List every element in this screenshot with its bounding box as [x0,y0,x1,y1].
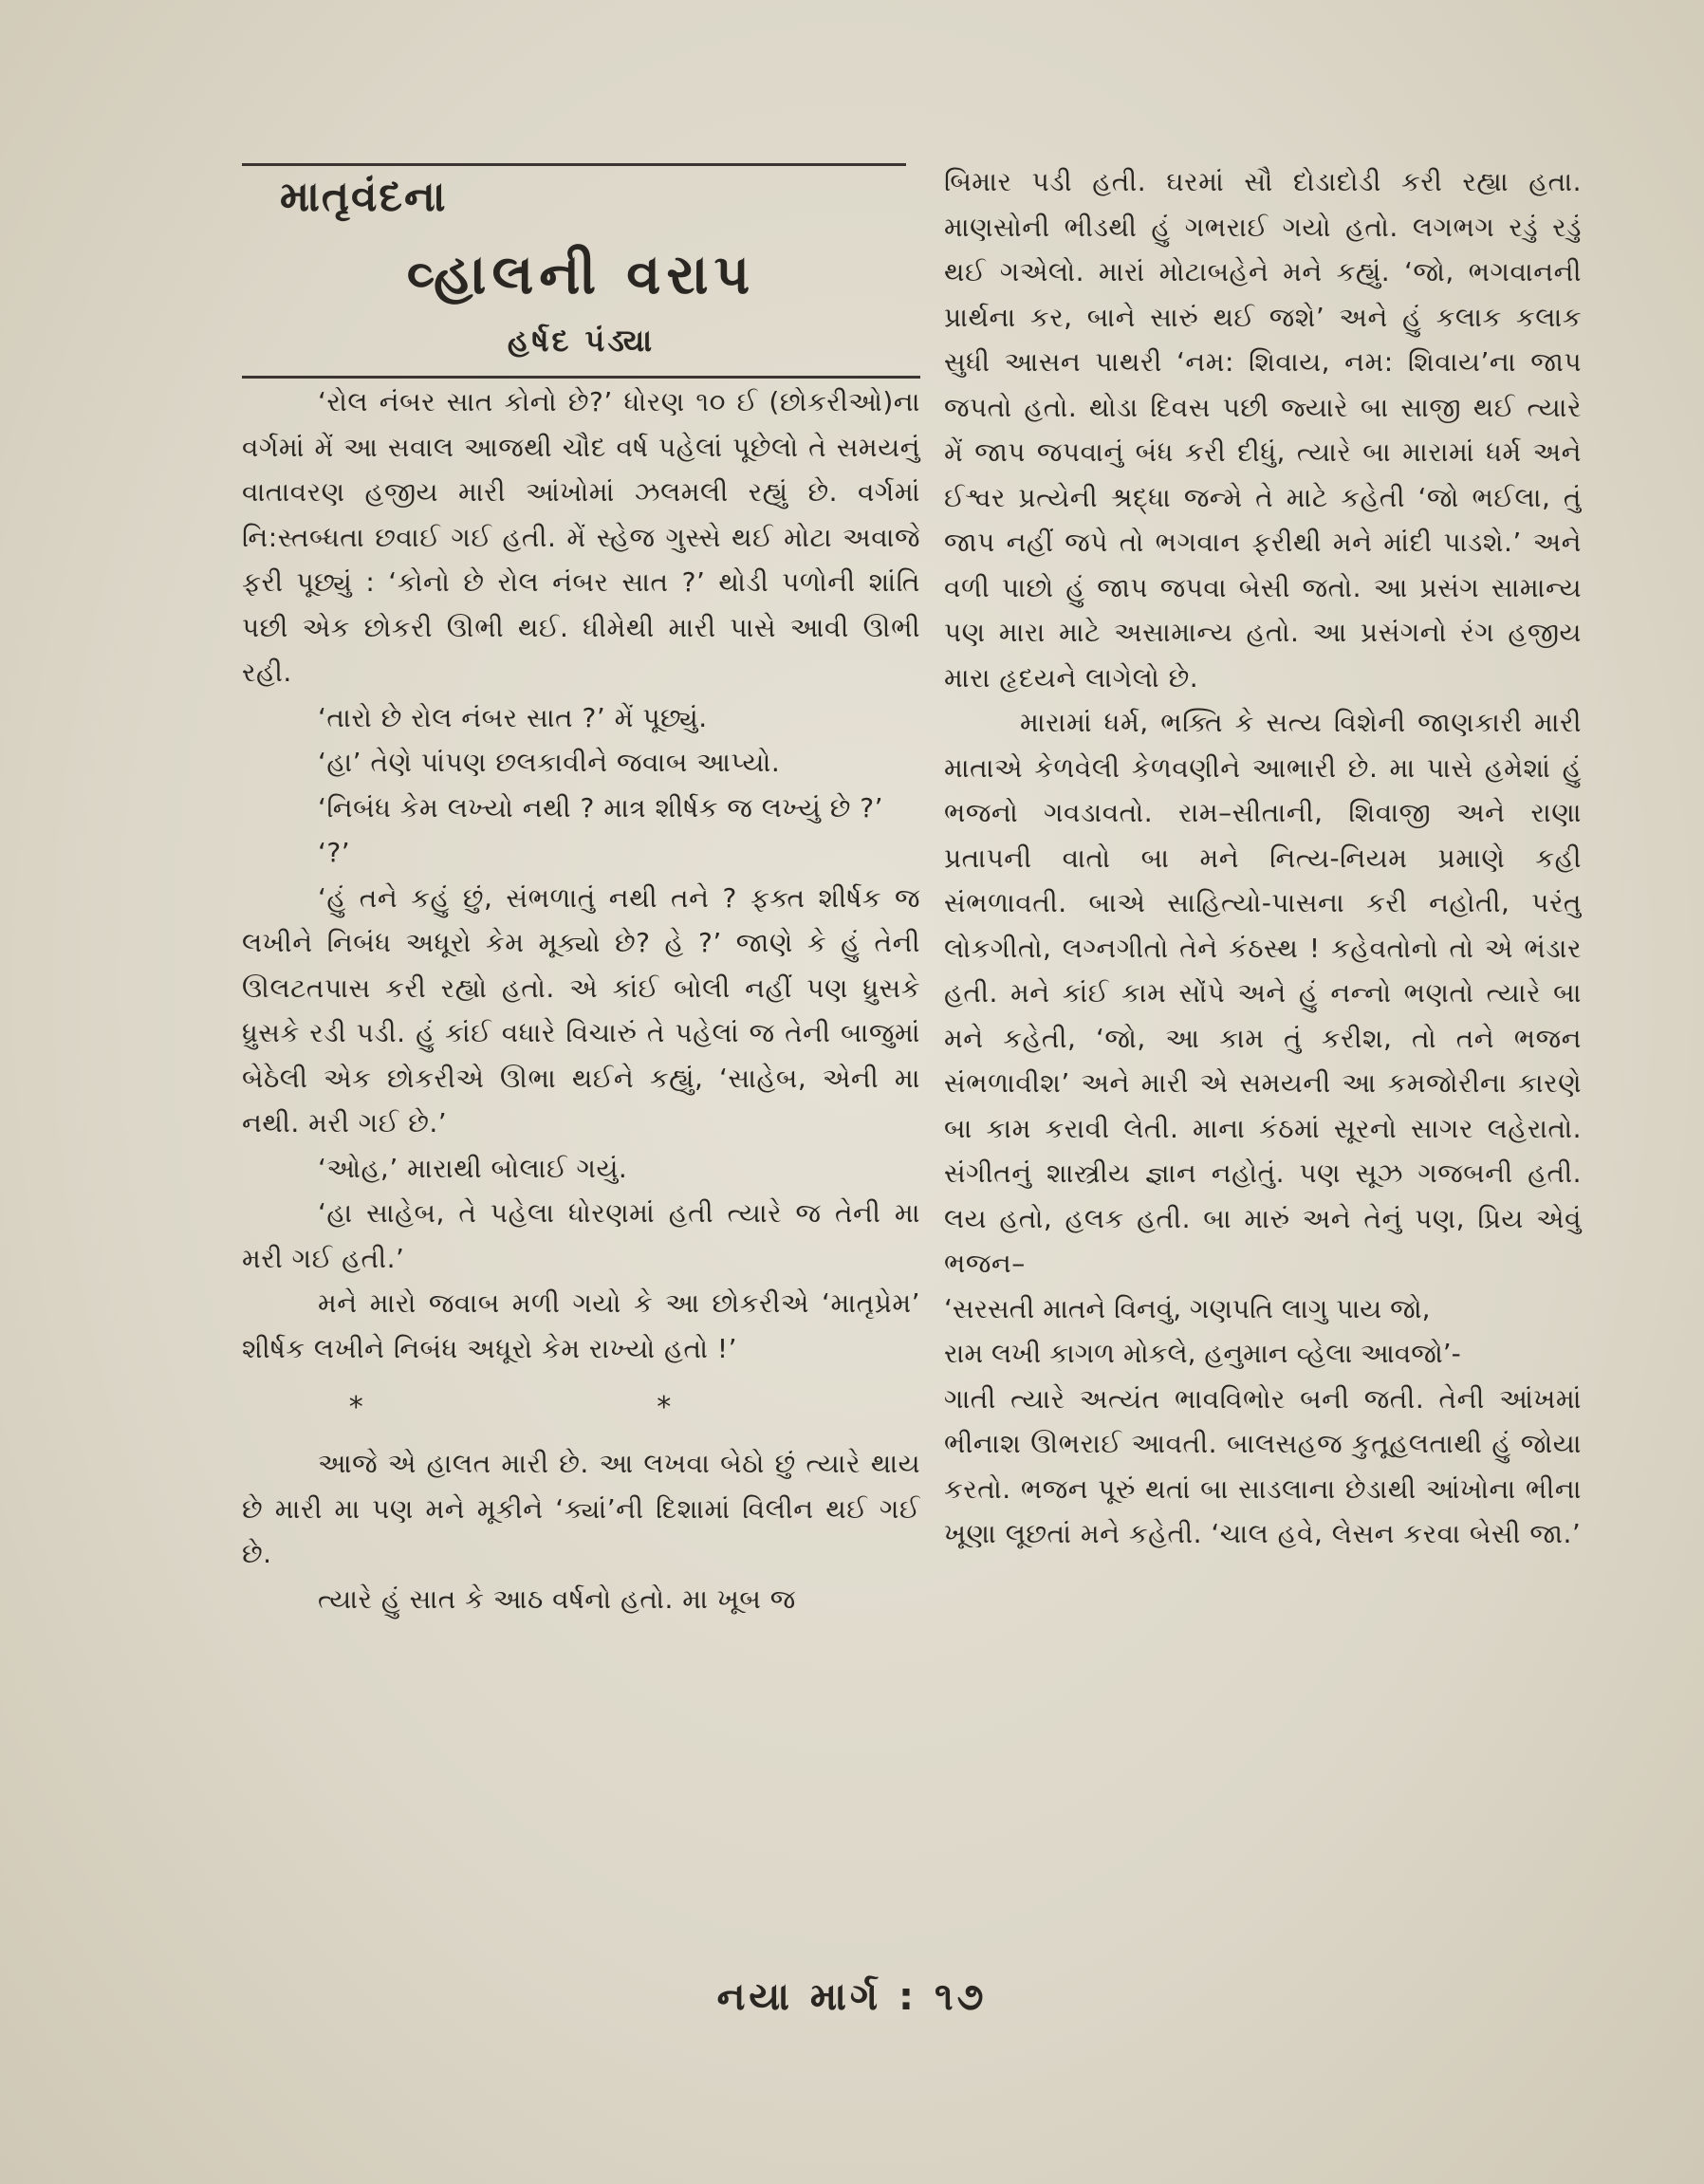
page-footer: નયા માર્ગ : ૧૭ [716,1975,988,2019]
paragraph: ‘નિબંધ કેમ લખ્યો નથી ? માત્ર શીર્ષક જ લખ્યું છે ?’ [318,791,884,824]
bhajan-verse-line: ‘સરસતી માતને વિનવું, ગણપતિ લાગુ પાય જો, [944,1292,1431,1324]
paragraph: ‘હા’ તેણે પાંપણ છલકાવીને જવાબ આપ્યો. [318,747,781,778]
paragraph: ‘હું તને કહું છું, સંભળાતું નથી તને ? ફક્ત શીર્ષક જ લખીને નિબંધ અધૂરો કેમ મૂક્યો છે? હે ?’ જાણે કે હું તેની ઊલટતપાસ કરી રહ્યો હતો. એ કાંઈ બોલી નહીં પણ ધ્રુસકે ધ્રુસકે રડી પડી. હું કાંઈ વધારે વિચારું તે પહેલાં જ તેની બાજુમાં બેઠેલી એક છોકરીએ ઊભા થઈને કહ્યું, ‘સાહેબ, એની મા નથી. મરી ગઈ છે.’ [242,881,920,1138]
paragraph: આજે એ હાલત મારી છે. આ લખવા બેઠો છું ત્યારે થાય છે મારી મા પણ મને મૂકીને ‘ક્યાં’ની દિશામાં વિલીન થઈ ગઈ છે. [242,1448,920,1569]
paragraph: ‘રોલ નંબર સાત કોનો છે?’ ધોરણ ૧૦ ઈ (છોકરીઓ)ના વર્ગમાં મેં આ સવાલ આજથી ચૌદ વર્ષ પહેલાં પૂછેલો તે સમયનું વાતાવરણ હજીય મારી આંખોમાં ઝલમલી રહ્યું છે. વર્ગમાં નિ:સ્તબ્ધતા છવાઈ ગઈ હતી. મેં સ્હેજ ગુસ્સે થઈ મોટા અવાજે ફરી પૂછ્યું : ‘કોનો છે રોલ નંબર સાત ?’ થોડી પળોની શાંતિ પછી એક છોકરી ઊભી થઈ. ધીમેથી મારી પાસે આવી ઊભી રહી. [242,386,920,688]
paragraph: મને મારો જવાબ મળી ગયો કે આ છોકરીએ ‘માતૃપ્રેમ’ શીર્ષક લખીને નિબંધ અધૂરો કેમ રાખ્યો હતો !’ [242,1287,920,1364]
paragraph: ત્યારે હું સાત કે આઠ વર્ષનો હતો. મા ખૂબ જ [318,1582,796,1615]
paragraph: ‘ઓહ,’ મારાથી બોલાઈ ગયું. [318,1152,628,1184]
top-rule [242,163,906,166]
paragraph: ‘?’ [318,837,351,868]
author-name: હર્ષદ પંડ્યા [507,323,656,359]
left-column [242,379,920,1621]
paragraph: મારામાં ધર્મ, ભક્તિ કે સત્ય વિશેની જાણકારી મારી માતાએ કેળવેલી કેળવણીને આભારી છે. મા પાસે હમેશાં હું ભજનો ગવડાવતો. રામ–સીતાની, શિવાજી અને રાણા પ્રતાપની વાતો બા મને નિત્ય-નિયમ પ્રમાણે કહી સંભળાવતી. બાએ સાહિત્યો-પાસના કરી નહોતી, પરંતુ લોકગીતો, લગ્નગીતો તેને કંઠસ્થ ! કહેવતોનો તો એ ભંડાર હતી. મને કાંઈ કામ સોંપે અને હું નન્નો ભણતો ત્યારે બા મને કહેતી, ‘જો, આ કામ તું કરીશ, તો તને ભજન સંભળાવીશ’ અને મારી એ સમયની આ કમજોરીના કારણે બા કામ કરાવી લેતી. માના કંઠમાં સૂરનો સાગર લહેરાતો. સંગીતનું શાસ્ત્રીય જ્ઞાન નહોતું. પણ સૂઝ ગજબની હતી. લય હતો, હલક હતી. બા મારું અને તેનું પણ, પ્રિય એવું ભજન– [944,707,1582,1279]
paragraph: બિમાર પડી હતી. ઘરમાં સૌ દોડાદોડી કરી રહ્યા હતા. માણસોની ભીડથી હું ગભરાઈ ગયો હતો. લગભગ રડું રડું થઈ ગએલો. મારાં મોટાબહેને મને કહ્યું. ‘જો, ભગવાનની પ્રાર્થના કર, બાને સારું થઈ જશે’ અને હું કલાક કલાક સુધી આસન પાથરી ‘નમ: શિવાય, નમ: શિવાય’ના જાપ જપતો હતો. થોડા દિવસ પછી જ્યારે બા સાજી થઈ ત્યારે મેં જાપ જપવાનું બંધ કરી દીધું, ત્યારે બા મારામાં ધર્મ અને ઈશ્વર પ્રત્યેની શ્રદ્ધા જન્મે તે માટે કહેતી ‘જો ભઈલા, તું જાપ નહીં જપે તો ભગવાન ફરીથી મને માંદી પાડશે.’ અને વળી પાછો હું જાપ જપવા બેસી જતો. આ પ્રસંગ સામાન્ય પણ મારા માટે અસામાન્ય હતો. આ પ્રસંગનો રંગ હજીય મારા હૃદયને લાગેલો છે. [944,166,1582,694]
bhajan-verse-line: રામ લખી કાગળ મોકલે, હનુમાન વ્હેલા આવજો’- [944,1338,1461,1369]
section-label: માતૃવંદના [280,173,448,221]
paragraph: ‘તારો છે રોલ નંબર સાત ?’ મેં પૂછ્યું. [318,701,708,733]
paragraph: ગાતી ત્યારે અત્યંત ભાવવિભોર બની જતી. તેની આંખમાં ભીનાશ ઊભરાઈ આવતી. બાલસહજ કુતૂહલતાથી હું જોયા કરતો. ભજન પૂરું થતાં બા સાડલાના છેડાથી આંખોના ભીના ખૂણા લૂછતાં મને કહેતી. ‘ચાલ હવે, લેસન કરવા બેસી જા.’ [944,1382,1582,1549]
paragraph: ‘હા સાહેબ, તે પહેલા ધોરણમાં હતી ત્યારે જ તેની મા મરી ગઈ હતી.’ [242,1197,920,1274]
right-column [944,159,1582,1557]
story-title: વ્હાલની વરાપ [406,242,756,306]
title-rule [242,376,920,379]
section-separator: * * [348,1391,814,1424]
